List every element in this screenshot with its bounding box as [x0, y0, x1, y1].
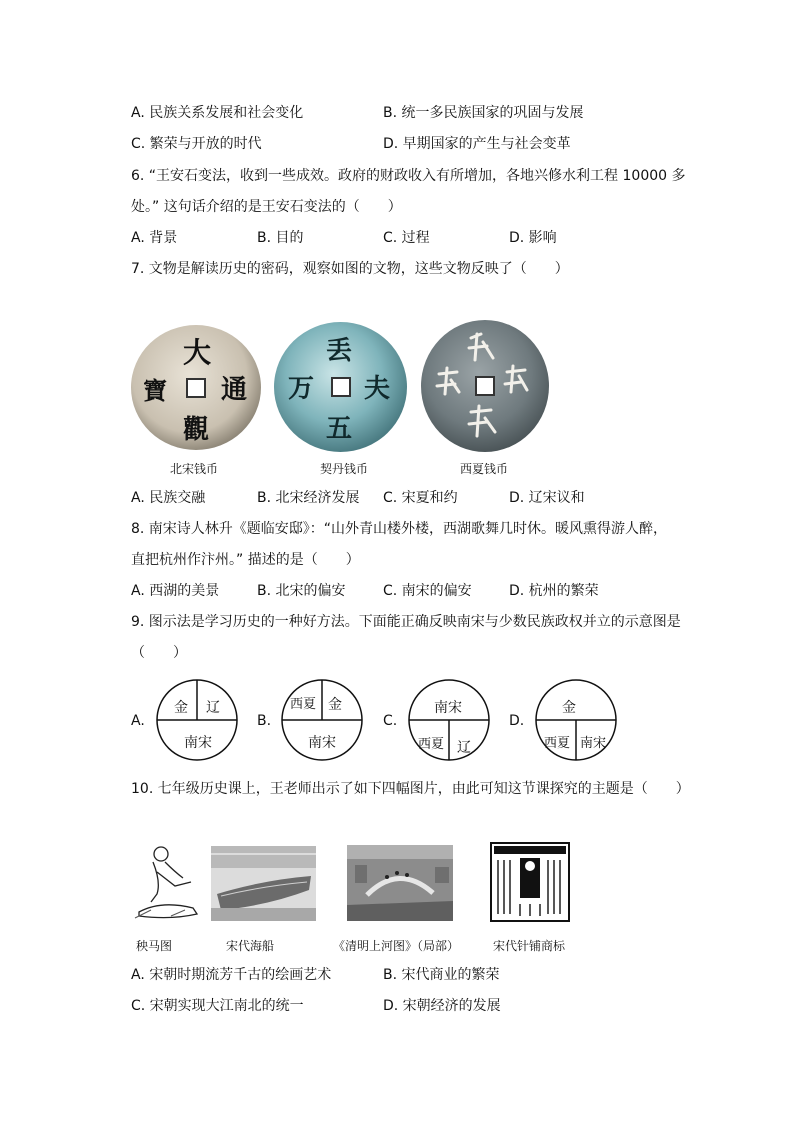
- q8-option-d: D. 杭州的繁荣: [509, 583, 599, 599]
- q6-stem-line1: 6. “王安石变法，收到一些成效。政府的财政收入有所增加，各地兴修水利工程 10000 多: [131, 168, 686, 184]
- coin-char-top: 大: [183, 336, 212, 369]
- q7-stem: 7. 文物是解读历史的密码，观察如图的文物，这些文物反映了（ ）: [131, 261, 569, 277]
- q5-option-c: C. 繁荣与开放的时代: [131, 136, 262, 152]
- diagram-c-label-2: 西夏: [418, 737, 445, 752]
- q7-option-c: C. 宋夏和约: [383, 490, 458, 506]
- q9-label-c: C.: [383, 713, 398, 729]
- caption-ship: 宋代海船: [226, 939, 275, 953]
- diagram-a-label-3: 南宋: [184, 735, 212, 751]
- q8-option-c: C. 南宋的偏安: [383, 583, 472, 599]
- diagram-c-label-3: 辽: [457, 740, 471, 756]
- diagram-a-label-2: 辽: [206, 700, 220, 716]
- diagram-d-label-2: 西夏: [544, 736, 571, 751]
- coin-western-xia: [421, 320, 549, 452]
- coin-northern-song: [131, 325, 261, 450]
- q8-stem-line1: 8. 南宋诗人林升《题临安邸》：“山外青山楼外楼，西湖歌舞几时休。暖风熏得游人醉，: [131, 521, 668, 537]
- q9-stem-line2: （ ）: [131, 645, 187, 661]
- coin-char-bottom: 五: [326, 414, 353, 444]
- q6-option-d: D. 影响: [509, 230, 557, 246]
- q6-option-c: C. 过程: [383, 230, 430, 246]
- q6-option-b: B. 目的: [257, 230, 304, 246]
- q6-stem-line2: 处。” 这句话介绍的是王安石变法的（ ）: [131, 199, 402, 215]
- q5-option-d: D. 早期国家的产生与社会变革: [383, 136, 571, 152]
- q7-option-a: A. 民族交融: [131, 490, 206, 506]
- coin-hole: [331, 377, 351, 397]
- coin-char-top: 丢: [326, 336, 353, 366]
- q8-option-a: A. 西湖的美景: [131, 583, 220, 599]
- q10-option-b: B. 宋代商业的繁荣: [383, 967, 500, 983]
- q8-stem-line2: 直把杭州作汴州。” 描述的是（ ）: [131, 552, 360, 568]
- yangma-illustration: [131, 842, 201, 922]
- diagram-a-label-1: 金: [174, 700, 188, 716]
- needle-shop-trademark: [490, 842, 570, 922]
- q6-option-a: A. 背景: [131, 230, 178, 246]
- diagram-c-label-1: 南宋: [434, 700, 462, 716]
- q9-label-d: D.: [509, 713, 525, 729]
- q10-option-a: A. 宋朝时期流芳千古的绘画艺术: [131, 967, 332, 983]
- diagram-b-label-3: 南宋: [308, 735, 336, 751]
- coin-char-left: 寶: [143, 376, 167, 405]
- caption-qingming: 《清明上河图》（局部）: [333, 939, 460, 953]
- song-ship-photo: [211, 846, 316, 921]
- diagram-d-label-3: 南宋: [580, 736, 607, 751]
- coin-char-right: 夫: [364, 374, 391, 404]
- q5-option-b: B. 统一多民族国家的巩固与发展: [383, 105, 584, 121]
- diagram-b-label-1: 西夏: [290, 697, 317, 712]
- caption-yangma: 秧马图: [136, 939, 173, 953]
- q10-option-c: C. 宋朝实现大江南北的统一: [131, 998, 304, 1014]
- coin-caption-khitan: 契丹钱币: [320, 462, 369, 476]
- q10-stem: 10. 七年级历史课上，王老师出示了如下四幅图片，由此可知这节课探究的主题是（ ）: [131, 781, 690, 797]
- coin-char-left: 万: [288, 374, 315, 404]
- q9-label-a: A.: [131, 713, 145, 729]
- coin-caption-song: 北宋钱币: [170, 462, 219, 476]
- diagram-b-label-2: 金: [328, 697, 342, 713]
- diagram-d-label-1: 金: [562, 700, 576, 716]
- q9-stem-line1: 9. 图示法是学习历史的一种好方法。下面能正确反映南宋与少数民族政权并立的示意图是: [131, 614, 681, 630]
- q9-label-b: B.: [257, 713, 272, 729]
- coin-khitan: [274, 322, 407, 452]
- q10-option-d: D. 宋朝经济的发展: [383, 998, 501, 1014]
- caption-trademark: 宋代针铺商标: [493, 939, 566, 953]
- coin-hole: [186, 378, 206, 398]
- q8-option-b: B. 北宋的偏安: [257, 583, 346, 599]
- coin-char-right: 通: [221, 375, 248, 405]
- q7-option-b: B. 北宋经济发展: [257, 490, 360, 506]
- q7-option-d: D. 辽宋议和: [509, 490, 585, 506]
- qingming-painting: [347, 845, 453, 921]
- coin-char-bottom: 觀: [183, 415, 210, 445]
- coin-caption-xia: 西夏钱币: [460, 462, 509, 476]
- q5-option-a: A. 民族关系发展和社会变化: [131, 105, 304, 121]
- tangut-script-glyphs: [421, 320, 549, 452]
